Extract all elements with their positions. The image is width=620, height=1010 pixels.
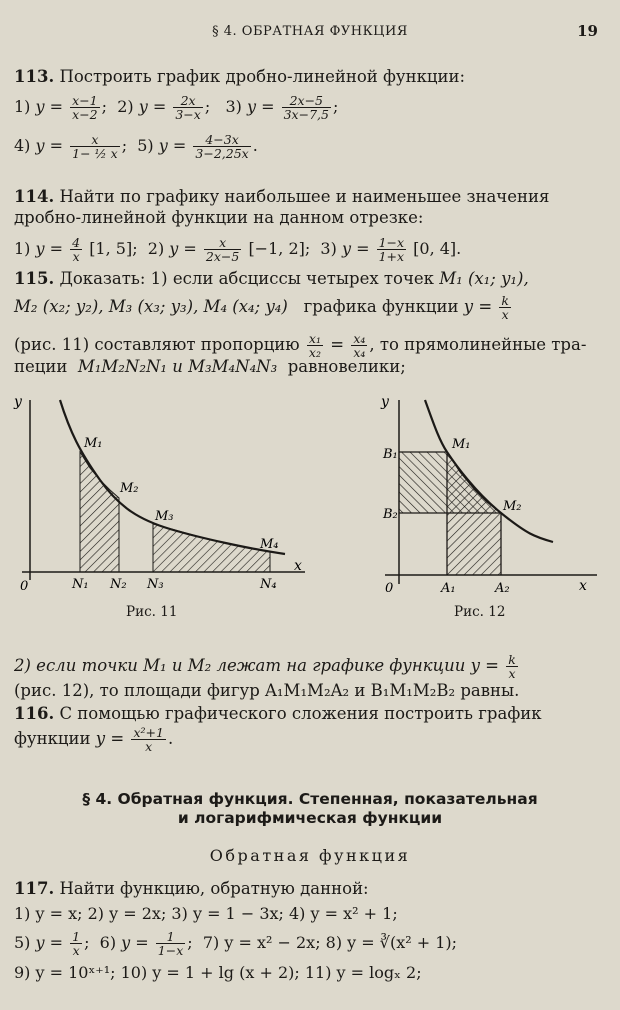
axis-label-x: x [579,578,587,594]
trapezoid-m1m2n2n1 [80,452,119,572]
problem-number: 116. [14,704,55,723]
problem-text: (рис. 11) составляют пропорцию [14,335,300,354]
problem-115-line1 [14,268,606,290]
problem-text: Найти по графику наибольшее и наименьшее значения [59,187,550,206]
fraction: $\frac{1}{x}$ [72,929,81,958]
fraction: $\frac{\text{x₄}}{\text{x₄}}$ [353,331,366,360]
figure-11-caption: Рис. 11 [126,604,178,620]
problem-113-items-row2: 4) y = $\frac{x}{\text{1− ½ x}}$ ; 5) y = $\frac{4-3x}{3-2,25x}$ . [14,132,258,161]
problem-117-row1: 1) y = x; 2) y = 2x; 3) y = 1 − 3x; 4) y = x² + 1; [14,904,398,923]
fraction: $\frac{1-x}{1+x}$ [378,235,405,264]
interval: [−1, 2]; [248,239,311,258]
point-list: M₁ (x₁; y₁), [439,269,529,288]
item-label: 5) [137,136,154,155]
point-label-n3: N₃ [147,577,164,592]
problem-116-line2: функции y = $\frac{\text{x²+1}}{x}$ . [14,725,174,754]
point-label-n4: N₄ [260,577,277,592]
problem-text: пеции [14,357,68,376]
problem-114-line1 [14,186,606,208]
item-label: 4) [14,136,31,155]
point-label-m2: M₂ [503,499,522,514]
problem-115-part2-line2: (рис. 12), то площади фигур A₁M₁M₂A₂ и B₁M₁M₂B₂ равны. [14,681,520,700]
problem-113-title [14,66,606,88]
problem-text: С помощью графического сложения построить график [59,704,542,723]
fraction: $\frac{\text{x₁}}{\text{x₂}}$ [308,331,321,360]
item-label: 5) [14,933,31,952]
problem-116-line1 [14,703,606,725]
item-label: 2) [117,97,134,116]
problem-text: 2) если точки M₁ и M₂ лежат на графике функции [14,656,466,675]
problem-text: равновелики; [287,357,406,376]
problem-113-items-row1: 1) y = $\frac{x-1}{x-2}$ ; 2) y = $\frac{2x}{3-x}$ ; 3) y = $\frac{2x-5}{3x-7,5}$ ; [14,93,339,122]
fraction: $\frac{4-3x}{3-2,25x}$ [195,132,249,161]
fraction: $\frac{x}{2x-5}$ [205,235,240,264]
problem-117-title [14,878,606,900]
origin-label: 0 [20,579,29,594]
point-label-m4: M₄ [260,537,279,552]
fraction: $\frac{2x}{3-x}$ [175,93,201,122]
item-label: 6) [99,933,117,952]
problem-115-part2-line1: 2) если точки M₁ и M₂ лежат на графике функции y = $\frac{k}{x}$ [14,652,516,681]
figure-12 [375,392,605,607]
axis-label-x: x [294,558,302,574]
fraction: $\frac{4}{x}$ [72,235,81,264]
problem-117-row2: 5) y = $\frac{1}{x}$ ; 6) y = $\frac{1}{1-x}$ ; 7) y = x² − 2x; 8) y = ∛(x² + 1); [14,929,458,958]
fraction: $\frac{2x-5}{3x-7,5}$ [283,93,329,122]
problem-text: Найти функцию, обратную данной: [59,879,369,898]
interval: [0, 4]. [413,239,462,258]
problem-117-row3: 9) y = 10ˣ⁺¹; 10) y = 1 + lg (x + 2); 11) y = logₓ 2; [14,963,422,982]
point-label-m1: M₁ [84,436,103,451]
figure-b1m1m2b2 [399,452,501,513]
problem-114-line2: дробно-линейной функции на данном отрезке: [14,208,424,227]
trapezoids: M₁M₂N₂N₁ и M₃M₄N₄N₃ [77,357,278,376]
point-label-a1: A₁ [441,581,456,596]
point-label-m1: M₁ [452,437,471,452]
point-label-m3: M₃ [155,509,174,524]
interval: [1, 5]; [89,239,138,258]
problem-number: 114. [14,187,55,206]
figure-11 [10,392,310,602]
point-label-n1: N₁ [72,577,89,592]
page-number: 19 [577,22,598,40]
fraction: $\frac{k}{x}$ [508,652,516,681]
item-label: 1) [14,97,31,116]
section-heading-line2: и логарифмическая функции [177,809,443,827]
problem-number: 115. [14,269,55,288]
fraction: $\frac{k}{x}$ [501,293,509,322]
subsection-heading: Обратная функция [209,846,411,865]
section-heading-line1: § 4. Обратная функция. Степенная, показательная [82,790,538,808]
fraction: $\frac{1}{1-x}$ [157,929,184,958]
problem-text: Построить график дробно-линейной функции: [59,67,466,86]
origin-label: 0 [385,581,394,596]
problem-number: 117. [14,879,55,898]
problem-114-items: 1) y = $\frac{4}{x}$ [1, 5]; 2) y = $\frac{x}{2x-5}$ [−1, 2]; 3) y = $\frac{1-x}{1+x}$ [0, 4]. [14,235,462,264]
problem-text: , то прямолинейные тра- [369,335,587,354]
item-label: 3) [225,97,242,116]
point-label-m2: M₂ [120,481,139,496]
problem-number: 113. [14,67,55,86]
point-label-b2: B₂ [383,507,398,522]
problem-115-line2: M₂ (x₂; y₂), M₃ (x₃; y₃), M₄ (x₄; y₄) графика функции y = $\frac{k}{x}$ [14,293,509,322]
problem-text: Доказать: 1) если абсциссы четырех точек [59,269,434,288]
figure-12-caption: Рис. 12 [454,604,506,620]
point-label-n2: N₂ [110,577,127,592]
problem-115-line3: (рис. 11) составляют пропорцию $\frac{\text{x₁}}{\text{x₂}}$ = $\frac{\text{x₄}}{\text{x₄}}$ , то прямолинейные тра- [14,331,587,360]
point-label-b1: B₁ [383,447,398,462]
problem-115-line4 [14,356,606,378]
item-text: 7) y = x² − 2x; 8) y = ∛(x² + 1); [202,933,458,952]
point-list: M₂ (x₂; y₂), M₃ (x₃; y₃), M₄ (x₄; y₄) [14,297,288,316]
axis-label-y: y [381,394,389,410]
fraction: $\frac{x}{\text{1− ½ x}}$ [72,132,118,161]
fraction: $\frac{x-1}{x-2}$ [72,93,98,122]
problem-text: функции [14,729,91,748]
axis-label-y: y [14,394,22,410]
fraction: $\frac{\text{x²+1}}{x}$ [133,725,164,754]
running-header: § 4. ОБРАТНАЯ ФУНКЦИЯ [212,24,408,39]
problem-text: графика функции [303,297,459,316]
point-label-a2: A₂ [495,581,510,596]
